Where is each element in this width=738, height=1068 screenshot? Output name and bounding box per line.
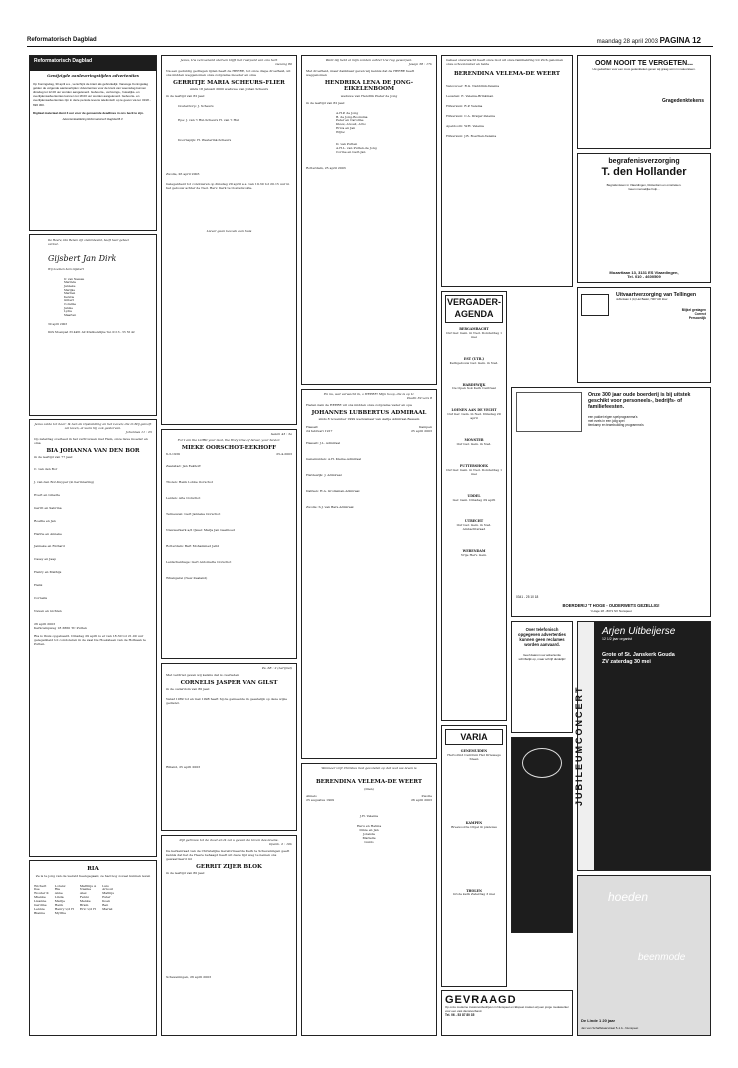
- rd-deadline-box: Reformatorisch Dagblad Gewijzigde aanleveringstijden advertenties Op Koningsdag, 30 april a.s., verschijnt de krant als gebruikelijk. Vanwege Koningsdag gelden de volgende aanlevertijden: Advertenties voor de krant van woensdag kunnen dinsdag tot 12.00 uur worden aangeleverd. Geboorte-, verlovings-, huwelijks- en overlijdensadvertenties kunnen tot 18.00 uur worden aangeleverd. Geboorte- en overlijdensadvertenties zijn in deze periode tevens telefonisch op te geven via tel. 0318 - 696 300. Digitaal materiaal dient 3 uur voor de genoemde deadlines in ons bezit te zijn. Advertentieafdeling Reformatorisch Dagblad B.V.: [29, 55, 157, 231]
- farm-image: [516, 392, 582, 432]
- varia-item: GENEMUIDEN Hervormd Centrum Het Driewegs Steen: [447, 749, 501, 761]
- ad-jubileumconcert: JUBILEUMCONCERT Arjen Uitbeijerse 12 1/2 jaar organist Grote of St. Janskerk Gouda ZV zaterdag 30 mei: [577, 621, 711, 871]
- agenda-item: EST (UTR.) Kerkgebouw Ger. Gem. in Ned.: [449, 356, 499, 365]
- agenda-item: PUTTERSHOEK Ouf Ger. Gem. in Ned. Donderdag 1 mei: [445, 463, 503, 476]
- agenda-item: BERGAMBACHT Ouf Ger. Gem. in Ned. Donderdag 1 mei: [445, 327, 503, 339]
- newspaper-title: Reformatorisch Dagblad: [27, 37, 97, 43]
- obituary-admiraal: En nu, wat verwacht ik, o HEERE! Mijn hoop, die is op U. Psalm 39 vers 8 Heden nam de HEERE uit ons midden onze zorgzame vader en opa JOHANNES LUBBERTUS ADMIRAAL sinds 8 november 1999 weduwnaar van Aaltje Admiraal-Bessem Hasselt Kampen 24 februari 1917 25 april 2003 Hasselt: J.L. Admiraal Genemuiden: A.H. Kleine-Admiraal Hardewijk: J. Admiraal Dalfsen: H.A. Grolleman-Admiraal Zwolle: S.J. van Bars-Admiraal: [301, 389, 437, 759]
- obituary-zijer-blok: Zijt getrouw tot de dood en Ik zal u geven de kroon des levens. Openb. 2 : 10b De kerkenraad van de Christelijke Gereformeerde Kerk te Scheveningen geeft kennis dat het de Heere behaagd heeft uit deze tijd weg te nemen ons gewaardeerd lid GERRIT ZIJER BLOK in de leeftijd van 80 jaar. Scheveningen, 26 april 2003: [161, 835, 297, 1036]
- tellingen-logo-icon: [581, 294, 609, 316]
- names-grid: Wichert Ilse Wouter K Mienke Lisanne Gerdine Lennie Bianne Lorenz Ria Anne Linda Marije Henk Henry v/d H Mytthe Matthijs A Nienke Alex Fenni Menke Bram Eric v/d H Luis Arnout Mathijs Ester Koen Ben Mariet: [34, 883, 114, 915]
- ad-tellingen: Uitvaartverzorging van Tellingen Jeffenlaan 1 (A) Het Baakt, 7007 AD Zoer Blijkel gestagen Correct Persoonlijk: [577, 287, 711, 383]
- obituary-de-jong-eikelenboom: Want Gij hebt al mijn zonden achter Uw rug geworpen. Jesaja 38 : 17b Met droefheid, maar dankbaar geven wij kennis dat de HEERE heeft weggenomen HENDRIKA LENA DE JONG-EIKELENBOOM weduwe van Hendrik Pieter de Jong in de leeftijd van 82 jaar. A.H.P. de Jong B. de Jong-Boonsma Peter en Caroline Klaas, Anouk, Arno Erica en Jan Wijke D. van Putten A.H.L. van Putten-de Jong Corine en Gert-Jan Rotterdam, 25 april 2003: [301, 55, 437, 385]
- obituary-bia-van-den-bor: Jezus zeide tot haar: Ik ben de Opstanding en het Leven; die in Mij gelooft zal leven, al ware hij ook gestorven. Johannes 11 : 25 Op zaterdag overleed in het vertrouwen met Hem, onze lieve moeder en oma BIA JOHANNA VAN DEN BOR in de leeftijd van 77 jaar. C. van den Bor J. van den Bor-Kuyper (in herinnering) Evert en Ginette Gerrit en Sabrina Roelfie en Jan Harrie en Anneke Janneke en Richard Casey en Jaap Henry en Mathijs Henk Cornelis Neven en nichten 26 april 2003 Kerkcampweg 18 3860 TC Putten Ria is thuis opgebaard. Dinsdag 29 april is er van 18.30 tot 21.00 uur gelegenheid tot condoleren in de zaal De Hoeksteen van de Hofkaan te Putten.: [29, 419, 157, 857]
- church-logo-icon: [522, 748, 562, 778]
- page-info: maandag 28 april 2003 PAGINA 12: [596, 36, 701, 45]
- ad-gevraagd: GEVRAAGD Op onze moderne trustomonbedrijven in Nunspeet en Elspeet zoeken wij een jonge medewerker voor een vast dienstverband. Tel. 06 - 53 87 80 35: [441, 990, 573, 1036]
- ad-church-organ: [511, 737, 573, 933]
- ad-den-hollander: begrafenisverzorging T. den Hollander Begrafenissen in Vlaardingen, Rotterdam en omstreken. Geen menselijke hulp... Mozartlaan 13, 3131 ES Vlaardingen, Tel. 010 - 4600509: [577, 153, 711, 283]
- birth-announcement-dijk: De Heere, Die Benen zijt ondersteund, heeft haar geheel verlost. Gijsbert Jan Dirk Wij noemen hem Gijsbert Ir. van Nassau Marinde Janneke Marijke Martien Kerstie Gilbert Coraline Jannie Lydia Maarten 30 april 2003 Dirk Moenpad 33 4461 AZ Krabbendijke Tel. 0113 - 55 55 42: [29, 234, 157, 416]
- obituary-van-gilst: Ps. 68 : 2 (berijmd) Met verdriet geven wij kennis dat is overleden CORNELIS JASPER VAN GILST in de ouderdom van 80 jaar. Vanaf 1989 tot en met 1998 heeft hij de gemeente in geestelijk op deze wijze gediend. Rilland, 25 april 2003: [161, 663, 297, 831]
- ad-telefonisch: Over telefonisch opgegeven advertenties kunnen geen reclames worden aanvaard. Geef daarom uw advertentie schriftelijk op, maar schrijf duidelijk!: [511, 621, 573, 733]
- varia-section: VARIA GENEMUIDEN Hervormd Centrum Het Driewegs Steen KAMPEN Breevoorde Orgel & pianoles THOLEN Grote kerk Zaterdag 3 mei: [441, 725, 507, 987]
- ad-nooit-te-vergeten: OOM NOOIT TE VERGETEN... Uw gedachten voor een mooi gedenkteken geven wij graag vorm in natuursteen. Gragedenktekens: [577, 55, 711, 149]
- obituary-oorschot-eekhoff: Isaiah 43 : 3a For I am the LORD your God, the Holy One of Israel, your Savior. MIEKE OORSCHOT-EEKHOFF 6-3-1939 25-4-2003 Zaanstad: Jan Eekhoff Tholen: Henk Lobke Oorschot Leiden: Arie Oorschot Terneuzen: Gert Janneke Oorschot Nieuwerkerk a/d IJssel: Marja Jan Geelhoed Rotterdam: Bart Mohammed Jelld Leidschenhage: Gert Antoinette Oorschot Whangarei (New Zealand): [161, 429, 297, 659]
- agenda-item: MONSTER Ouf Ger. Gem. in Ned.: [456, 438, 492, 446]
- ad-hoeden-beenmode: hoeden beenmode De Linde 1 20 jaar Jan van Schaffelaarstraat 5-1 A - Nunspeet: [577, 875, 711, 1036]
- agenda-item: HARDEWIJK De Open Sok Kerk Centraal: [452, 382, 496, 391]
- agenda-item: WERENDAM Vrije Herv. Gem.: [460, 549, 488, 558]
- agenda-item: LOENEN AAN DE VECHT Ouf Ger. Gem. in Ned. Dinsdag 29 april: [447, 408, 501, 421]
- obituary-ria: RIA Ze is te jong van de wereld heengegaan; ze had nog zoveel kunnen leven Wichert Ilse Wouter K Mienke Lisanne Gerdine Lennie Bianne Lorenz Ria Anne Linda Marije Henk Henry v/d H Mytthe Matthijs A Nienke Alex Fenni Menke Bram Eric v/d H Luis Arnout Mathijs Ester Koen Ben Mariet: [29, 860, 157, 1036]
- ad-t-hoge: Onze 300 jaar oude boerderij is bij uitstek geschikt voor personeels-, bedrijfs- of familiefeesten. een pakket eigen spelprogramma's met ezels in een jolig spel tienkamp en teambuilding programma's 0341 - 25 10 18 BOERDERIJ 'T HOGE - OUDERWETS GEZELLIG! 't Hoge 18 - 8071 SV Nunspeet: [511, 387, 711, 617]
- varia-item: KAMPEN Breevoorde Orgel & pianoles: [451, 820, 497, 829]
- vergader-agenda: VERGADER-AGENDA BERGAMBACHT Ouf Ger. Gem. in Ned. Donderdag 1 mei EST (UTR.) Kerkgebouw Ger. Gem. in Ned. HARDEWIJK De Open Sok Kerk Centraal LOENEN AAN DE VECHT Ouf Ger. Gem. in Ned. Dinsdag 29 april MONSTER Ouf Ger. Gem. in Ned. PUTTERSHOEK Ouf Ger. Gem. in Ned. Donderdag 1 mei UDDEL Ger. Gem. Dinsdag 29 april UTRECHT Ouf Ger. Gem. in Ned. Ambachtsraad WERENDAM Vrije Herv. Gem.: [441, 291, 507, 721]
- varia-item: THOLEN Grote kerk Zaterdag 3 mei: [453, 888, 495, 897]
- obituary-velema-de-weert: Geheel onverwacht heeft onze God uit onze familiekring tot Zich genomen onze schoonzuster en tante BERENDINA VELEMA-DE WEERT Vancouver: R.G. Nabbrink-Velema Leusden: E. Velema-Brinkman Hilversum: R.P. Velema Hilversum: C.A. Draijer-Velema Apeldoorn: W.H. Velema Hilversum: J.B. Boertien-Velema: [441, 55, 573, 287]
- family-list: Ir. van Nassau Marinde Janneke Marijke Martien Kerstie Gilbert Coraline Jannie Lydia Maarten: [64, 276, 85, 317]
- rd-logo: Reformatorisch Dagblad: [30, 56, 156, 71]
- obituary-velema-de-weert-family: Wanneer vrijt Christus rust gevonden op dat wat uw leven is BERENDINA VELEMA-DE WEERT (Dien) Almelo Zwolle 25 augustus 1909 26 april 2003 J.H. Velema Heru en Hetma Dinie en Jan Jolanda Marielle Guido: [301, 763, 437, 1036]
- agenda-item: UDDEL Ger. Gem. Dinsdag 29 april: [452, 493, 496, 502]
- page-sheet: [27, 53, 713, 1038]
- people-list: C. van den Bor J. van den Bor-Kuyper (in herinnering) Evert en Ginette Gerrit en Sabrina Roelfie en Jan Harrie en Anneke Janneke en Richard Casey en Jaap Henry en Mathijs Henk Cornelis Neven en nichten: [34, 467, 95, 613]
- obituary-scheurs-flier: Jezus, Uw verzoenend sterven blijft het rustpunt van ons hart Gezang 80 Na een geduldig gedragen lijden heeft de HEERE, tot onze diepe droefheid, uit ons midden weggenomen onze zorgzame moeder en oma GERRITJE MARIA SCHEURS-FLIER sinds 18 januari 2000 weduwe van Johan Scheurs in de leeftijd van 82 jaar. Oosterdorp: J. Scheurs Epe: J. van 't Hul-Scheurs H. van 't Hul Doornspijk: H. Westerink-Scheurs Zwolle, 26 april 2003 Gelegenheid tot condoleren op dinsdag 29 april a.s. van 19.30 tot 20.15 uur in het gebouw achter de Ned. Herv. Kerk te Oosterwolde. Liever geen bezoek aan huis: [161, 55, 297, 425]
- page-header: [27, 35, 713, 47]
- agenda-item: UTRECHT Ouf Ger. Gem. in Ned. Ambachtsraad: [456, 519, 492, 532]
